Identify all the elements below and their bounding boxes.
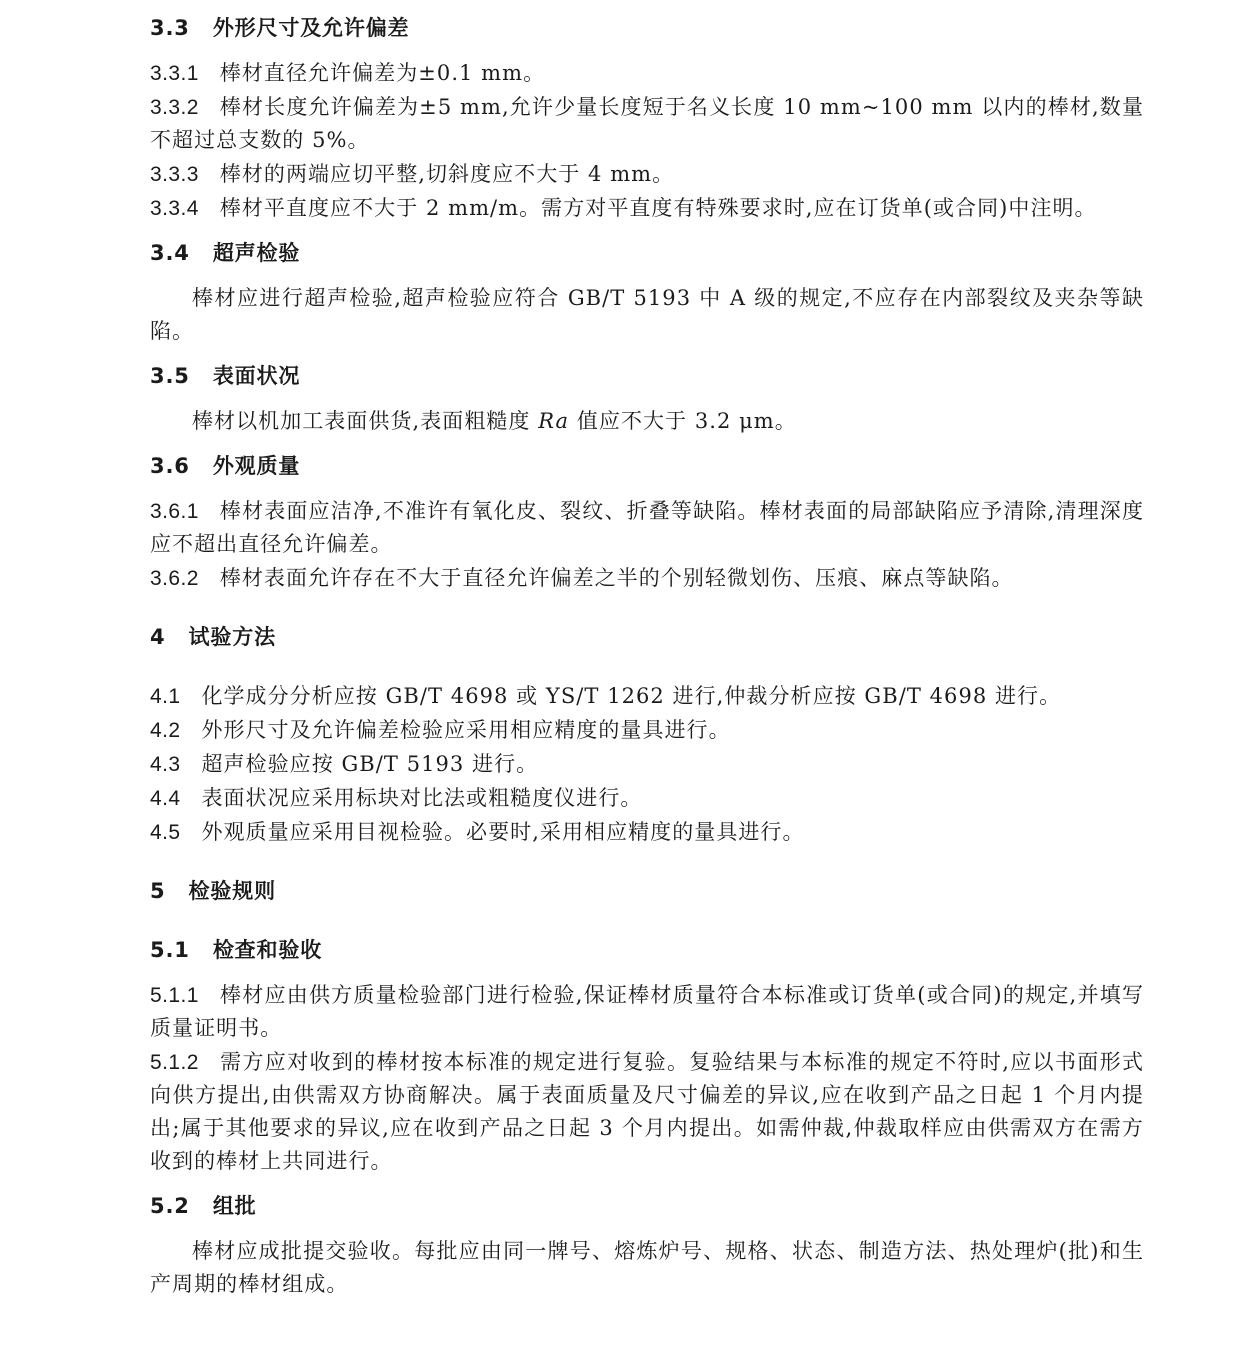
section-number: 5.1: [150, 938, 190, 962]
clause-text: 需方应对收到的棒材按本标准的规定进行复验。复验结果与本标准的规定不符时,应以书面形式向供方提出,由供需双方协商解决。属于表面质量及尺寸偏差的异议,应在收到产品之日起 1 个月内提出;属于其他要求的异议,应在收到产品之日起 3 个月内提出。如需仲裁,仲裁取样应由供需双方在需方收到的棒材上共同进行。: [150, 1050, 1144, 1173]
clause-number: 4.1: [150, 685, 181, 708]
clause-number: 3.6.1: [150, 500, 199, 523]
section-title: 超声检验: [212, 241, 301, 265]
clause-3-3-4: [150, 192, 1144, 225]
clause-text: 棒材直径允许偏差为±0.1 mm。: [219, 61, 546, 85]
chapter-number: 5: [150, 879, 166, 903]
chapter-heading-4: [150, 621, 1144, 654]
chapter-title: 检验规则: [188, 879, 276, 903]
section-heading-3-5: [150, 360, 1144, 393]
section-title: 外形尺寸及允许偏差: [212, 16, 410, 40]
section-title: 表面状况: [212, 364, 301, 388]
paragraph-text-before: 棒材以机加工表面供货,表面粗糙度: [192, 409, 539, 433]
section-heading-3-3: [150, 12, 1144, 45]
clause-text: 棒材长度允许偏差为±5 mm,允许少量长度短于名义长度 10 mm~100 mm 以内的棒材,数量不超过总支数的 5%。: [150, 95, 1144, 152]
section-number: 3.3: [150, 16, 190, 40]
paragraph-text-after: 值应不大于 3.2 μm。: [569, 409, 797, 433]
clause-3-3-2: [150, 91, 1144, 157]
roughness-symbol: Ra: [538, 409, 570, 433]
clause-text: 外形尺寸及允许偏差检验应采用相应精度的量具进行。: [201, 718, 731, 742]
clause-number: 3.3.3: [150, 163, 199, 186]
section-number: 3.6: [150, 454, 190, 478]
clause-text: 棒材表面应洁净,不准许有氧化皮、裂纹、折叠等缺陷。棒材表面的局部缺陷应予清除,清理深度应不超出直径允许偏差。: [150, 499, 1144, 556]
clause-text: 棒材的两端应切平整,切斜度应不大于 4 mm。: [219, 162, 675, 186]
clause-number: 5.1.1: [150, 984, 199, 1007]
paragraph-ultrasonic: [150, 282, 1144, 348]
clause-number: 3.6.2: [150, 567, 199, 590]
section-heading-5-2: [150, 1190, 1144, 1223]
paragraph-batching: [150, 1235, 1144, 1301]
clause-number: 4.3: [150, 753, 181, 776]
clause-4-1: [150, 680, 1144, 713]
section-number: 5.2: [150, 1194, 190, 1218]
clause-5-1-2: [150, 1046, 1144, 1178]
clause-3-3-3: [150, 158, 1144, 191]
chapter-title: 试验方法: [188, 625, 276, 649]
clause-4-2: [150, 714, 1144, 747]
chapter-heading-5: [150, 875, 1144, 908]
clause-text: 表面状况应采用标块对比法或粗糙度仪进行。: [201, 786, 643, 810]
clause-4-4: [150, 782, 1144, 815]
clause-text: 棒材表面允许存在不大于直径允许偏差之半的个别轻微划伤、压痕、麻点等缺陷。: [219, 566, 1014, 590]
clause-number: 3.3.2: [150, 96, 199, 119]
clause-4-5: [150, 816, 1144, 849]
clause-number: 4.4: [150, 787, 181, 810]
clause-3-6-1: [150, 495, 1144, 561]
clause-number: 4.5: [150, 821, 181, 844]
section-heading-3-4: [150, 237, 1144, 270]
section-title: 外观质量: [212, 454, 301, 478]
clause-text: 超声检验应按 GB/T 5193 进行。: [201, 752, 539, 776]
clause-text: 棒材应由供方质量检验部门进行检验,保证棒材质量符合本标准或订货单(或合同)的规定,并填写质量证明书。: [150, 983, 1144, 1040]
clause-number: 5.1.2: [150, 1051, 199, 1074]
clause-text: 外观质量应采用目视检验。必要时,采用相应精度的量具进行。: [201, 820, 805, 844]
section-title: 检查和验收: [212, 938, 323, 962]
paragraph-text: 棒材应成批提交验收。每批应由同一牌号、熔炼炉号、规格、状态、制造方法、热处理炉(批)和生产周期的棒材组成。: [150, 1239, 1144, 1296]
clause-number: 3.3.4: [150, 197, 199, 220]
clause-text: 化学成分分析应按 GB/T 4698 或 YS/T 1262 进行,仲裁分析应按 GB/T 4698 进行。: [201, 684, 1062, 708]
clause-number: 3.3.1: [150, 62, 199, 85]
clause-3-3-1: [150, 57, 1144, 90]
section-number: 3.5: [150, 364, 190, 388]
clause-5-1-1: [150, 979, 1144, 1045]
clause-4-3: [150, 748, 1144, 781]
clause-3-6-2: [150, 562, 1144, 595]
clause-number: 4.2: [150, 719, 181, 742]
paragraph-surface-condition: [150, 405, 1144, 438]
section-heading-3-6: [150, 450, 1144, 483]
chapter-number: 4: [150, 625, 166, 649]
clause-text: 棒材平直度应不大于 2 mm/m。需方对平直度有特殊要求时,应在订货单(或合同)中注明。: [219, 196, 1097, 220]
paragraph-text: 棒材应进行超声检验,超声检验应符合 GB/T 5193 中 A 级的规定,不应存在内部裂纹及夹杂等缺陷。: [150, 286, 1144, 343]
section-title: 组批: [212, 1194, 257, 1218]
section-number: 3.4: [150, 241, 190, 265]
section-heading-5-1: [150, 934, 1144, 967]
